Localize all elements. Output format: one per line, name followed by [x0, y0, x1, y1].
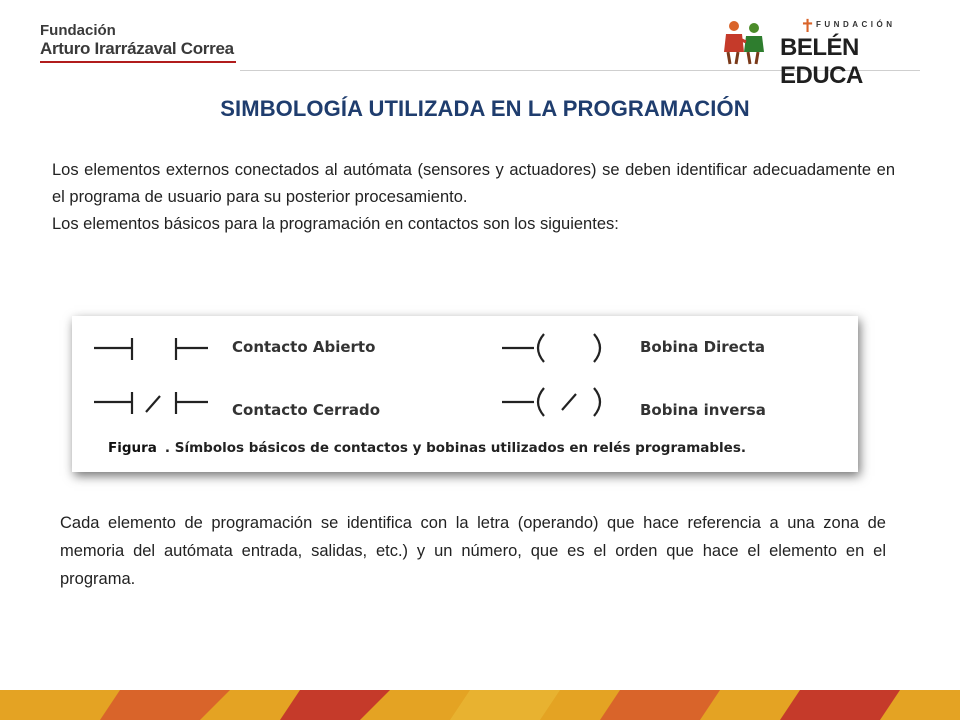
figure-caption: [108, 440, 746, 456]
page-title: SIMBOLOGÍA UTILIZADA EN LA PROGRAMACIÓN: [220, 96, 750, 121]
intro-paragraph-2: Los elementos básicos para la programación en contactos son los siguientes:: [52, 215, 619, 233]
label-bobina-directa: Bobina Directa: [640, 338, 765, 356]
children-logo-icon: [720, 18, 780, 66]
intro-paragraph: Los elementos externos conectados al autómata (sensores y actuadores) se deben identificar adecuadamente en el programa de usuario para su posterior procesamiento.: [52, 161, 895, 206]
direct-coil-icon: [502, 334, 600, 362]
logo-right-name: BELÉN EDUCA: [780, 34, 863, 89]
intro-text: [52, 157, 895, 238]
figure-caption-prefix: Figura: [108, 440, 157, 456]
closed-contact-icon: [94, 392, 208, 414]
label-contacto-abierto: Contacto Abierto: [232, 338, 376, 356]
label-bobina-inversa: Bobina inversa: [640, 401, 766, 419]
closing-paragraph: Cada elemento de programación se identifica con la letra (operando) que hace referencia a una zona de memoria del autómata entrada, salidas, etc.) y un número, que es el orden que hace el elemento en el programa.: [60, 514, 886, 588]
logo-right-fundacion: FUNDACIÓN: [816, 20, 896, 29]
symbols-figure: [72, 316, 858, 472]
decorative-color-strip: [0, 690, 960, 720]
open-contact-icon: [94, 338, 208, 360]
figure-caption-text: . Símbolos básicos de contactos y bobinas utilizados en relés programables.: [164, 440, 746, 456]
cross-icon: ✝: [800, 16, 816, 36]
logo-left-line2: Arturo Irarrázaval Correa: [40, 39, 234, 58]
inverse-coil-icon: [502, 388, 600, 416]
logo-left-underline: [40, 61, 236, 63]
logo-left-line1: Fundación: [40, 22, 116, 39]
fundacion-airc-logo: [40, 22, 240, 63]
belen-educa-logo: [720, 16, 925, 89]
label-contacto-cerrado: Contacto Cerrado: [232, 401, 381, 419]
